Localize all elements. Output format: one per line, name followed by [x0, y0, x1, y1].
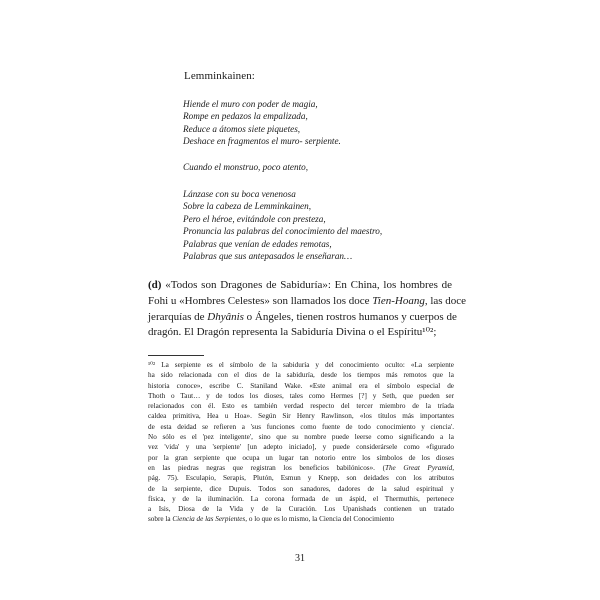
- verse-line: Deshace en fragmentos el muro- serpiente.: [183, 136, 341, 147]
- footnote-line: vez 'vida' y una 'serpiente' [un adepto iniciado], y puede considerársele como «figurado: [148, 443, 454, 452]
- stanza-3: [183, 188, 382, 262]
- footnote-line: pág. 75). Esculapio, Serapis, Plutón, Esmun y Knepp, son deidades con los atributos: [148, 474, 454, 483]
- page-number: 31: [295, 553, 305, 564]
- footnote-line: de esta deidad se refieren a 'sus funciones como fuente de todo conocimiento y ciencia'.: [148, 422, 454, 431]
- footnote-line: de la serpiente, dice Dupuis. Todos son sanadores, dadores de la salud espiritual y: [148, 484, 454, 493]
- verse-heading: Lemminkainen:: [184, 70, 255, 82]
- verse-line: Cuando el monstruo, poco atento,: [183, 162, 309, 172]
- main-paragraph: [148, 278, 467, 341]
- item-marker: (d): [148, 279, 162, 291]
- paragraph-line: jerarquías de Dhyânis o Ángeles, tienen rostros humanos y cuerpos de: [148, 310, 457, 323]
- footnote-line: física, y de la iluminación. La corona formada de un áspid, el Thermuthis, pertenece: [148, 494, 454, 503]
- footnote-line: No sólo es el 'pez inteligente', sino que su nombre puede leerse como significando a la: [148, 433, 454, 442]
- verse-line: Sobre la cabeza de Lemminkainen,: [183, 201, 312, 212]
- verse-line: Reduce a átomos siete piquetes,: [183, 123, 301, 134]
- verse-line: Hiende el muro con poder de magia,: [183, 99, 318, 109]
- footnote-line: por la gran serpiente que ocupa un lugar tan notorio entre los símbolos de los dioses: [148, 453, 454, 462]
- footnote-line: historia conoce», escribe C. Staniland Wake. «Este animal era el símbolo especial de: [148, 381, 454, 390]
- footnote-line: a Isis, Diosa de la Vida y de la Curación. Los Upanishads contienen un tratado: [148, 505, 454, 514]
- footnote-separator: [148, 355, 204, 356]
- stanza-2: [183, 161, 308, 173]
- footnote-line: ¹⁰² La serpiente es el símbolo de la sabiduría y del conocimiento oculto: «La serpiente: [148, 361, 454, 369]
- paragraph-line: (d) «Todos son Dragones de Sabiduría»: En China, los hombres de: [148, 279, 452, 291]
- verse-line: Palabras que venían de edades remotas,: [183, 238, 332, 249]
- verse-line: Pronuncia las palabras del conocimiento del maestro,: [183, 226, 383, 237]
- footnote-line: ha sido relacionada con el dios de la sabiduría, desde los tiempos más remotos que la: [148, 371, 454, 380]
- verse-line: Pero el héroe, evitándole con presteza,: [183, 213, 326, 224]
- footnote-line: caldea primitiva, Hea u Hoa». Según Sir Henry Rawlinson, «los títulos más importantes: [148, 412, 454, 421]
- footnote-line: sobre la Ciencia de las Serpientes, o lo que es lo mismo, la Ciencia del Conocimiento: [148, 515, 395, 524]
- footnote-line: Thoth o Taut… y de todos los dioses, tales como Hermes [?] y Seth, que pueden ser: [148, 391, 454, 400]
- paragraph-line: Fohi u «Hombres Celestes» son llamados los doce Tien-Hoang, las doce: [148, 294, 467, 307]
- verse-line: Rompe en pedazos la empalizada,: [183, 111, 308, 122]
- verse-line: Lánzase con su boca venenosa: [183, 189, 296, 199]
- paragraph-line: dragón. El Dragón representa la Sabiduría Divina o el Espíritu¹⁰²;: [148, 326, 437, 339]
- footnote-block: [148, 360, 454, 525]
- verse-line: Palabras que sus antepasados le enseñaran…: [183, 250, 353, 261]
- stanza-1: [183, 98, 341, 148]
- footnote-line: en las piedras negras que registran los beneficios babilónicos». (The Great Pyramid,: [148, 463, 454, 472]
- footnote-line: relacionados con él. Esto es también verdad respecto del tercer miembro de la tríada: [148, 402, 454, 411]
